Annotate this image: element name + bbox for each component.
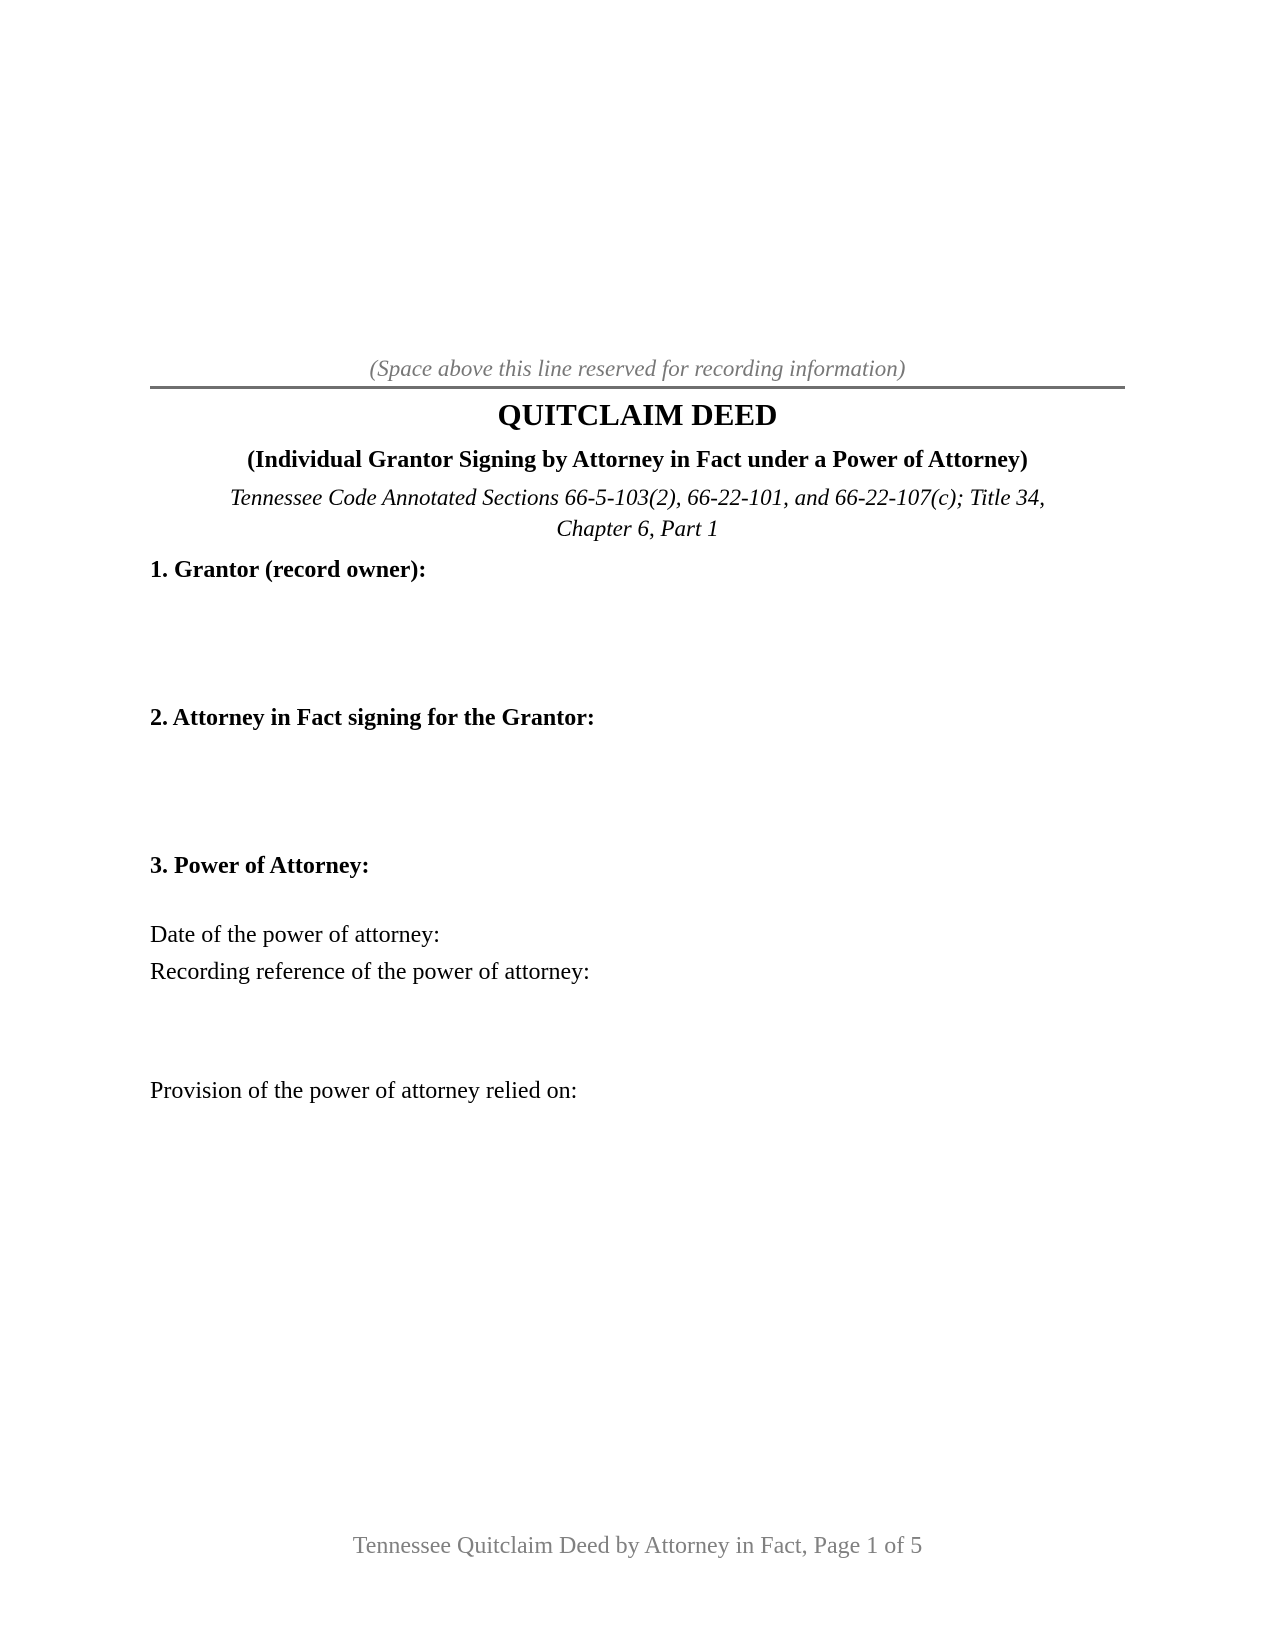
document-subtitle: (Individual Grantor Signing by Attorney in Fact under a Power of Attorney) [247,447,1028,473]
poa-provision-label: Provision of the power of attorney relied on: [150,1078,578,1104]
recording-space-note: (Space above this line reserved for recording information) [369,356,906,381]
poa-date-label: Date of the power of attorney: [150,922,440,948]
section-power-of-attorney-heading: 3. Power of Attorney: [150,853,370,879]
statute-citation-line: Tennessee Code Annotated Sections 66-5-103(2), 66-22-101, and 66-22-107(c); Title 34, [229,485,1046,510]
statute-citation-line: Chapter 6, Part 1 [556,516,719,541]
recording-divider [150,386,1125,389]
section-attorney-in-fact-heading: 2. Attorney in Fact signing for the Grantor: [150,705,595,731]
section-grantor-heading: 1. Grantor (record owner): [150,557,427,583]
statute-citation [180,482,1095,544]
poa-recording-reference-label: Recording reference of the power of attorney: [150,959,590,985]
page-footer: Tennessee Quitclaim Deed by Attorney in Fact, Page 1 of 5 [352,1533,923,1559]
document-title: QUITCLAIM DEED [497,397,778,432]
